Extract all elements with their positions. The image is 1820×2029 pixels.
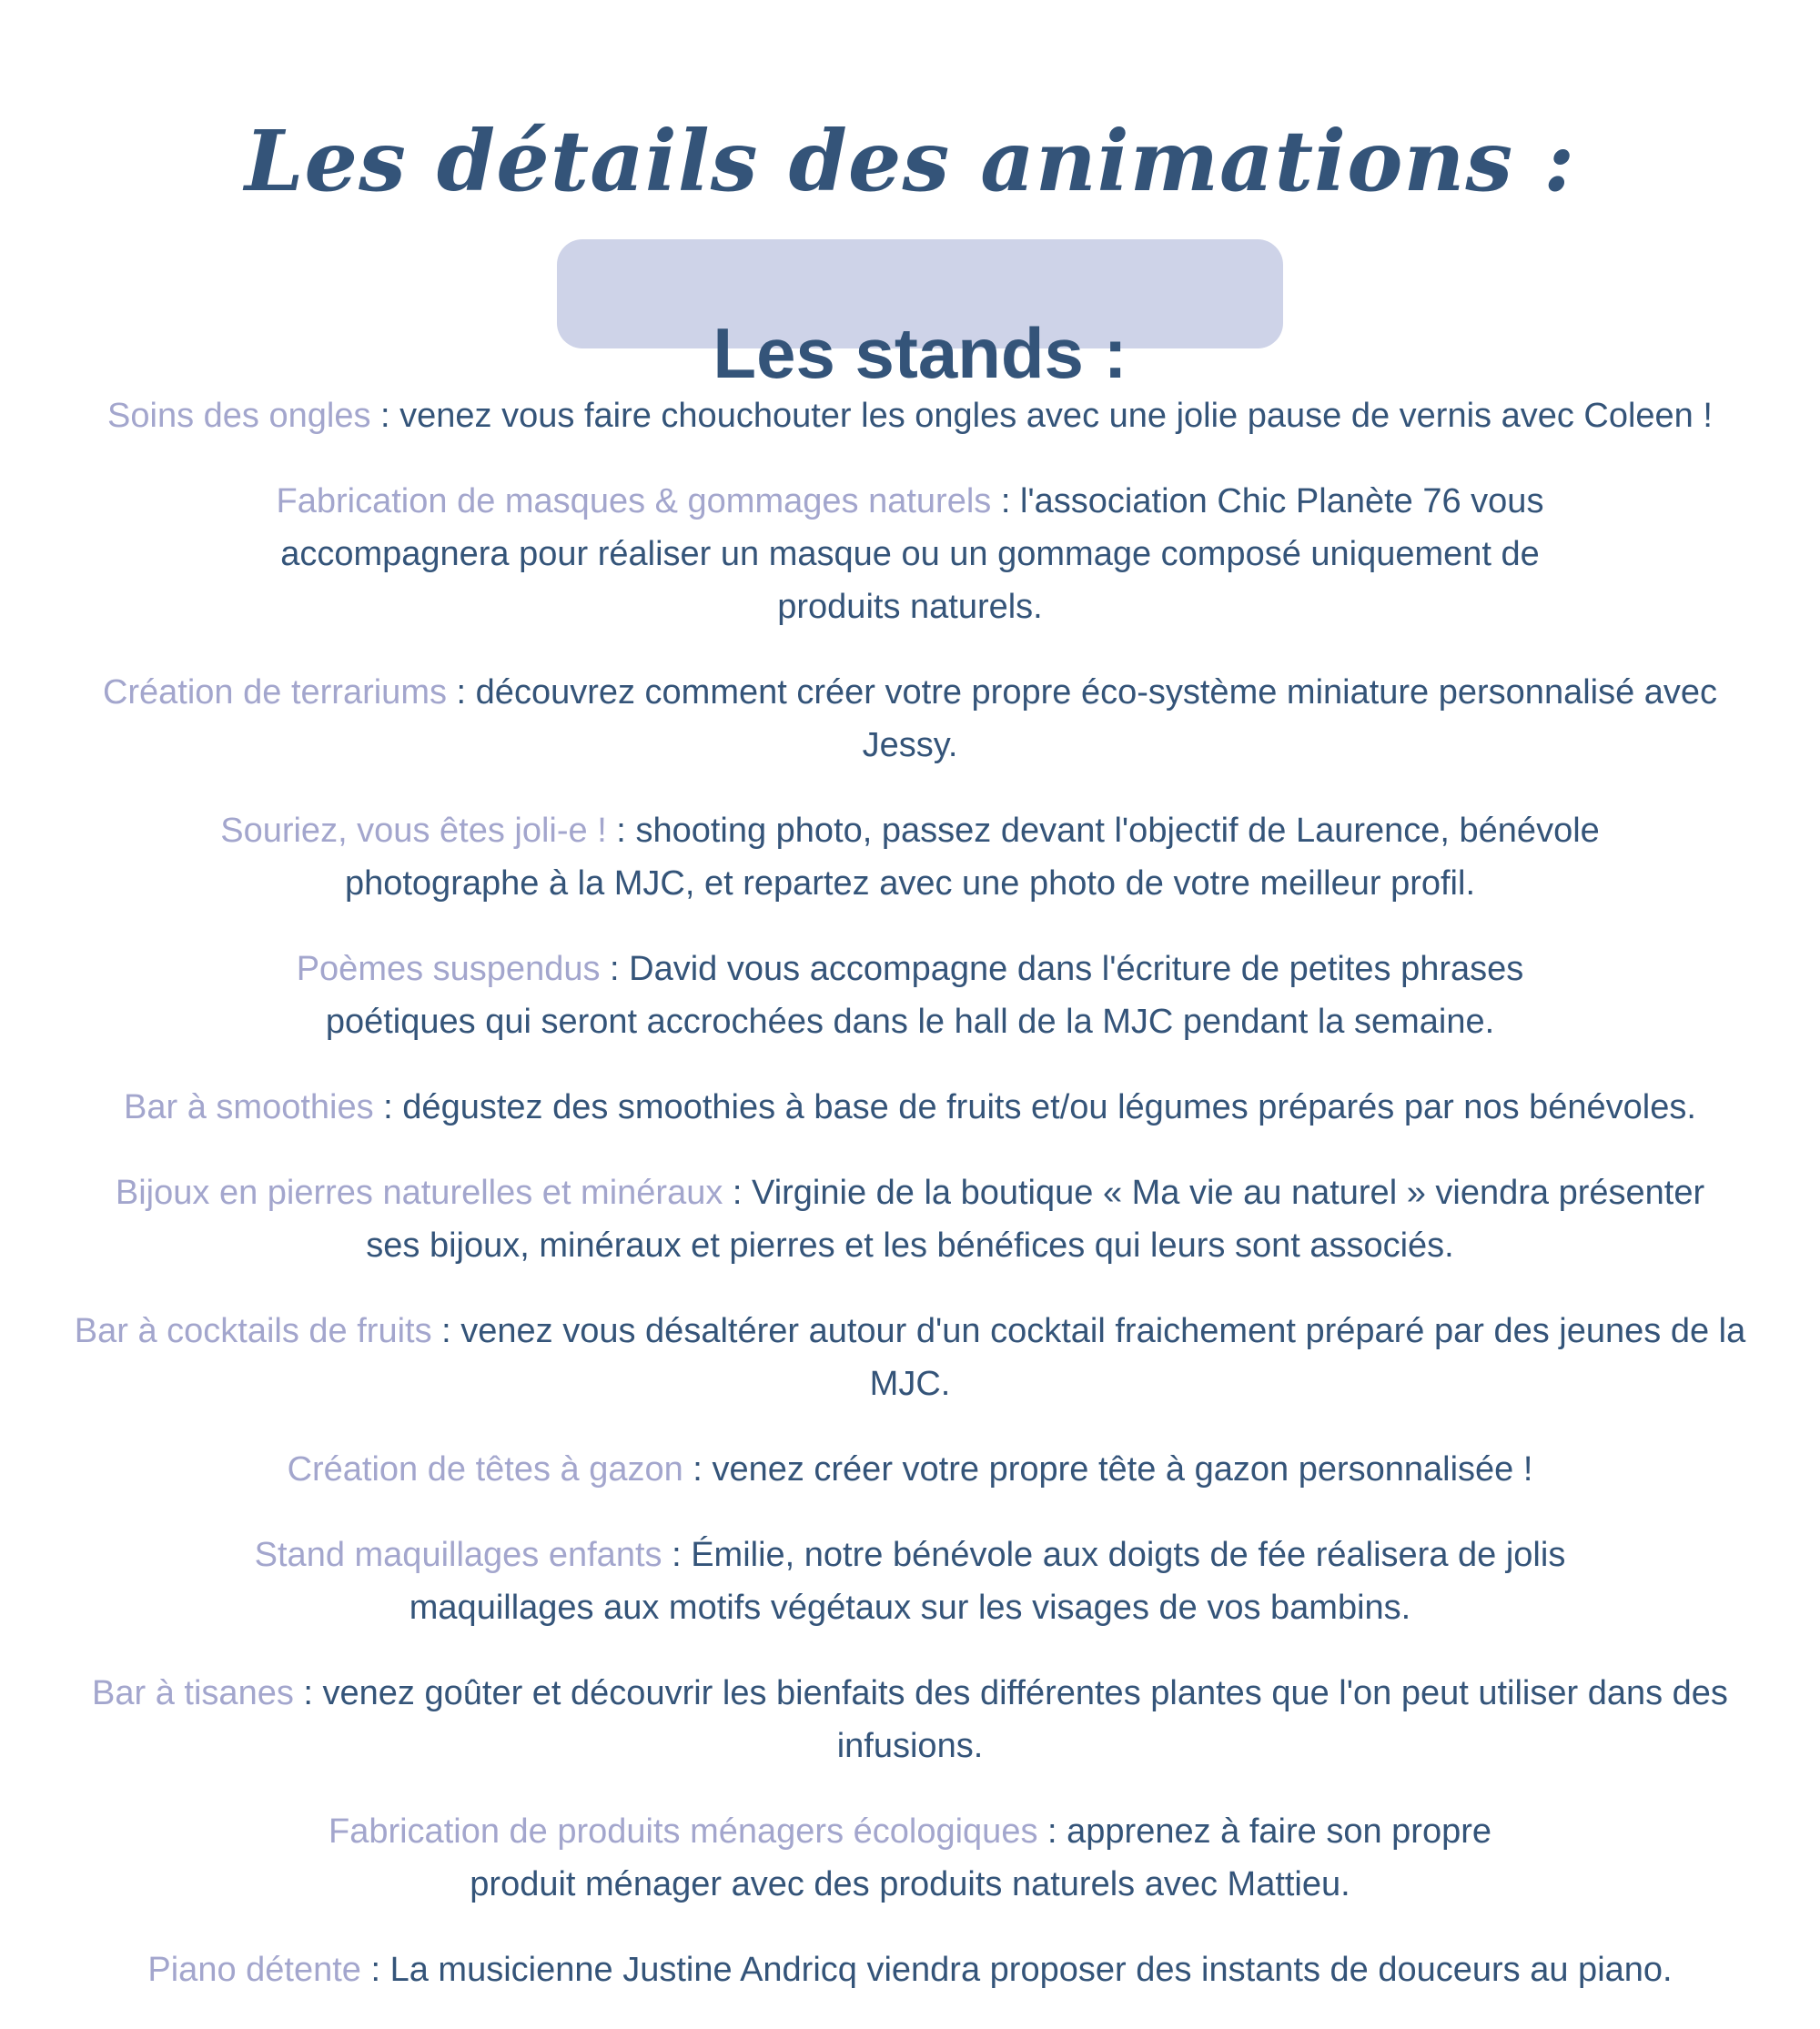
stand-name: Bar à cocktails de fruits (74, 1312, 432, 1350)
stand-description: dégustez des smoothies à base de fruits et/ou légumes préparés par nos bénévoles. (402, 1088, 1696, 1126)
stand-separator: : (1037, 1812, 1067, 1851)
stand-separator: : (606, 812, 636, 850)
stand-description: Virginie de la boutique « Ma vie au naturel » viendra présenter ses bijoux, minéraux et pierres et les bénéfices qui leurs sont associés. (366, 1174, 1705, 1265)
stand-name: Soins des ongles (107, 397, 371, 435)
stand-entry (55, 389, 1765, 442)
stand-description: venez vous désaltérer autour d'un cocktail fraichement préparé par des jeunes de la MJC. (460, 1312, 1746, 1403)
stand-description: shooting photo, passez devant l'objectif de Laurence, bénévole photographe à la MJC, et repartez avec une photo de votre meilleur profil. (344, 812, 1600, 903)
stand-separator: : (431, 1312, 461, 1350)
stand-separator: : (600, 950, 630, 988)
stand-entry (55, 666, 1765, 772)
stand-description: Émilie, notre bénévole aux doigts de fée réalisera de jolis maquillages aux motifs végétaux sur les visages de vos bambins. (409, 1536, 1566, 1627)
stand-entry (55, 804, 1765, 910)
stand-name: Création de terrariums (102, 673, 447, 712)
stand-separator: : (373, 1088, 403, 1126)
stand-separator: : (662, 1536, 692, 1574)
stand-description: l'association Chic Planète 76 vous accompagnera pour réaliser un masque ou un gommage composé uniquement de produits naturels. (280, 482, 1544, 626)
stand-name: Poèmes suspendus (296, 950, 601, 988)
stand-separator: : (723, 1174, 753, 1212)
stand-description: venez goûter et découvrir les bienfaits des différentes plantes que l'on peut utiliser dans des infusions. (322, 1674, 1728, 1765)
stand-description: apprenez à faire son propre produit ménager avec des produits naturels avec Mattieu. (470, 1812, 1491, 1903)
stand-separator: : (682, 1450, 713, 1489)
section-heading: Les stands : (713, 312, 1127, 393)
stand-name: Bijoux en pierres naturelles et minéraux (115, 1174, 723, 1212)
stands-list (55, 389, 1765, 2029)
stand-name: Stand maquillages enfants (254, 1536, 662, 1574)
stand-separator: : (446, 673, 476, 712)
stand-separator: : (360, 1951, 390, 1989)
stand-description: La musicienne Justine Andricq viendra proposer des instants de douceurs au piano. (389, 1951, 1673, 1989)
stand-description: découvrez comment créer votre propre éco-système miniature personnalisé avec Jessy. (475, 673, 1718, 764)
stand-description: venez créer votre propre tête à gazon personnalisée ! (712, 1450, 1533, 1489)
stand-entry (55, 1667, 1765, 1772)
stand-name: Piano détente (147, 1951, 361, 1989)
stand-name: Bar à tisanes (92, 1674, 294, 1712)
stand-description: David vous accompagne dans l'écriture de petites phrases poétiques qui seront accrochées dans le hall de la MJC pendant la semaine. (325, 950, 1524, 1041)
stand-entry (55, 1529, 1765, 1634)
stand-separator: : (293, 1674, 323, 1712)
stand-name: Souriez, vous êtes joli-e ! (220, 812, 607, 850)
stand-entry (55, 943, 1765, 1048)
stand-name: Création de têtes à gazon (287, 1450, 683, 1489)
stand-entry (55, 1166, 1765, 1272)
stand-entry (55, 1943, 1765, 1996)
stand-separator: : (370, 397, 400, 435)
stand-entry (55, 1305, 1765, 1410)
stand-separator: : (991, 482, 1020, 520)
stand-name: Fabrication de produits ménagers écologiques (328, 1812, 1038, 1851)
stand-entry (55, 475, 1765, 633)
stand-name: Bar à smoothies (124, 1088, 374, 1126)
stand-name: Fabrication de masques & gommages naturels (276, 482, 992, 520)
page-title: Les détails des animations : (244, 111, 1576, 210)
stand-entry (55, 1081, 1765, 1134)
stand-entry (55, 1443, 1765, 1496)
stand-entry (55, 1805, 1765, 1911)
stand-description: venez vous faire chouchouter les ongles avec une jolie pause de vernis avec Coleen ! (399, 397, 1713, 435)
